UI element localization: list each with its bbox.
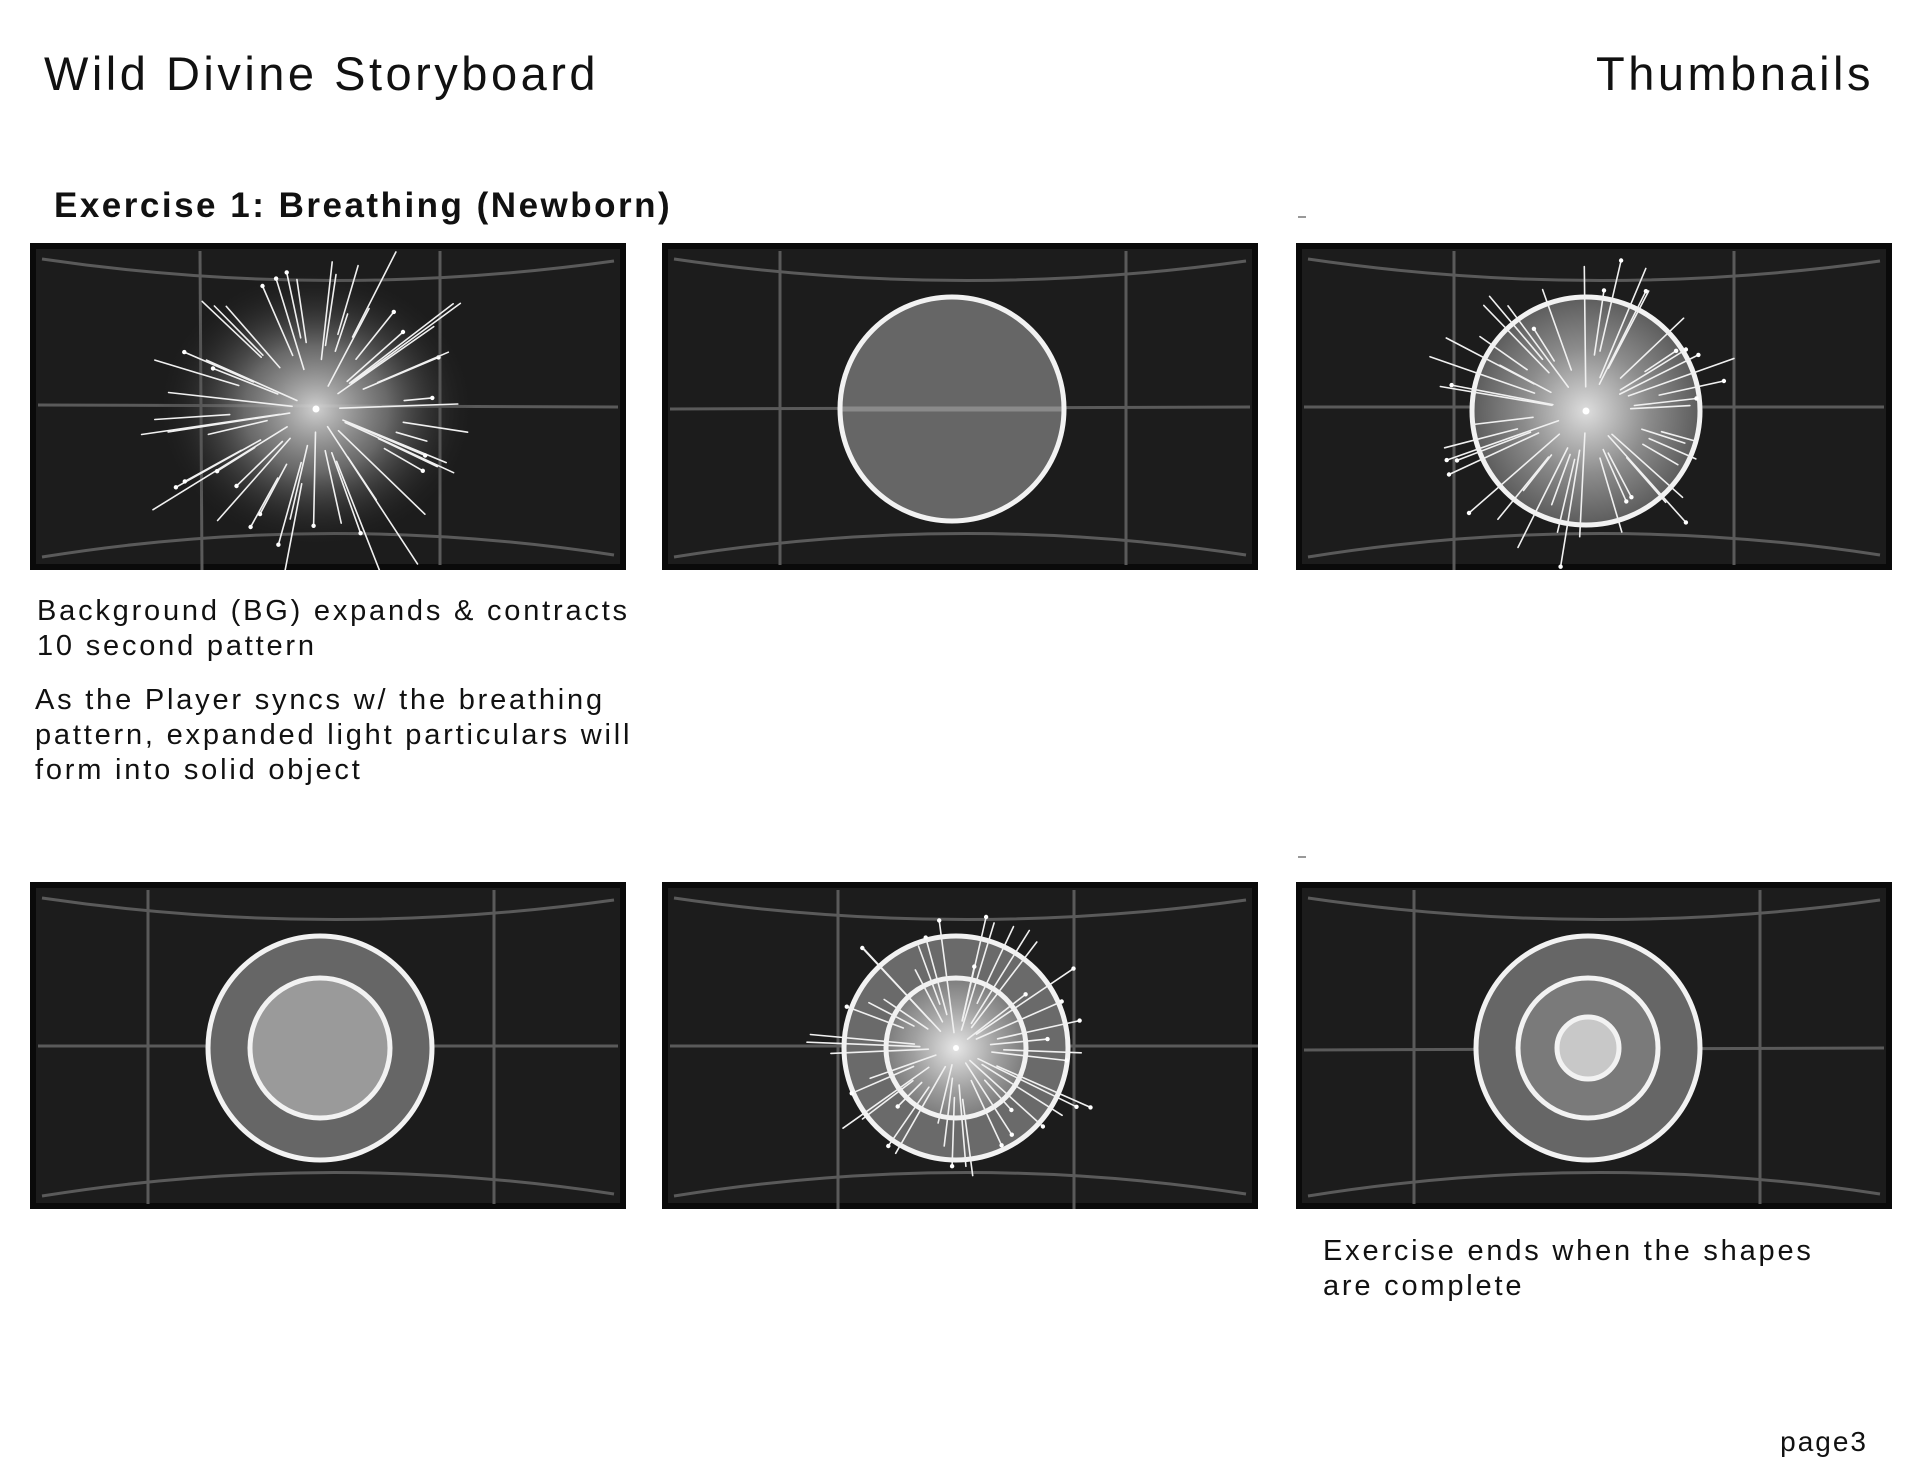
light-particle bbox=[1674, 349, 1678, 353]
storyboard-title: Wild Divine Storyboard bbox=[44, 47, 600, 100]
light-particle bbox=[430, 396, 434, 400]
page-number: page3 bbox=[1780, 1426, 1868, 1457]
light-particle bbox=[211, 366, 215, 370]
light-particle bbox=[1077, 1018, 1081, 1022]
light-particle bbox=[1045, 1037, 1049, 1041]
light-particle bbox=[174, 485, 178, 489]
light-particle bbox=[1088, 1105, 1092, 1109]
light-particle bbox=[886, 1144, 890, 1148]
panel-scene-particle-burst bbox=[30, 243, 626, 570]
light-particle bbox=[999, 1143, 1003, 1147]
light-particle bbox=[1722, 379, 1726, 383]
panel-scene-two-rings bbox=[30, 882, 626, 1209]
light-particle bbox=[392, 310, 396, 314]
light-particle bbox=[1041, 1124, 1045, 1128]
storyboard-panel-4 bbox=[30, 882, 626, 1209]
note-line: Background (BG) expands & contracts bbox=[37, 595, 630, 627]
light-particle bbox=[260, 284, 264, 288]
margin-tick bbox=[1298, 856, 1306, 858]
light-particle bbox=[937, 918, 941, 922]
light-particle bbox=[183, 479, 187, 483]
light-particle bbox=[1467, 511, 1471, 515]
note-player-sync bbox=[35, 683, 632, 788]
light-particle bbox=[1558, 565, 1562, 569]
light-particle bbox=[1629, 495, 1633, 499]
note-line: pattern, expanded light particulars will bbox=[35, 719, 633, 751]
light-particle bbox=[1065, 1058, 1069, 1062]
storyboard-panel-2 bbox=[662, 243, 1258, 570]
light-particle bbox=[1445, 458, 1449, 462]
note-bg-pattern bbox=[37, 594, 630, 664]
light-particle bbox=[972, 964, 976, 968]
light-particle bbox=[1696, 353, 1700, 357]
light-particle bbox=[285, 270, 289, 274]
note-line: As the Player syncs w/ the breathing bbox=[35, 684, 605, 716]
storyboard-panel-1 bbox=[30, 243, 626, 570]
light-particle bbox=[924, 935, 928, 939]
section-label: Thumbnails bbox=[1596, 47, 1874, 100]
panel-scene-two-rings-with-particles bbox=[662, 882, 1258, 1209]
storyboard-panel-3 bbox=[1296, 243, 1892, 570]
exercise-title: Exercise 1: Breathing (Newborn) bbox=[54, 186, 673, 225]
storyboard-panel-6 bbox=[1296, 882, 1892, 1209]
light-particle bbox=[845, 1005, 849, 1009]
light-particle bbox=[1684, 520, 1688, 524]
light-particle bbox=[1532, 327, 1536, 331]
light-particle bbox=[1023, 992, 1027, 996]
light-particle bbox=[421, 469, 425, 473]
light-particle bbox=[1010, 1133, 1014, 1137]
note-exercise-end bbox=[1323, 1234, 1814, 1304]
note-line: Exercise ends when the shapes bbox=[1323, 1235, 1814, 1267]
panel-scene-solid-circle bbox=[662, 243, 1258, 570]
light-particle bbox=[1447, 472, 1451, 476]
light-particle bbox=[1624, 499, 1628, 503]
center-point bbox=[313, 406, 320, 413]
light-particle bbox=[1009, 1108, 1013, 1112]
light-particle bbox=[215, 469, 219, 473]
light-particle bbox=[984, 915, 988, 919]
storyboard-panel-5 bbox=[662, 882, 1258, 1209]
light-particle bbox=[423, 453, 427, 457]
light-particle bbox=[1449, 383, 1453, 387]
note-line: are complete bbox=[1323, 1270, 1525, 1302]
light-particle bbox=[182, 350, 186, 354]
light-particle bbox=[358, 531, 362, 535]
light-particle bbox=[896, 1104, 900, 1108]
center-point bbox=[953, 1045, 959, 1051]
light-particle bbox=[1060, 999, 1064, 1003]
light-particle bbox=[850, 1091, 854, 1095]
margin-tick bbox=[1298, 216, 1306, 218]
light-particle bbox=[1684, 347, 1688, 351]
light-particle bbox=[248, 525, 252, 529]
note-line: form into solid object bbox=[35, 754, 363, 786]
light-particle bbox=[950, 1164, 954, 1168]
light-particle bbox=[1619, 258, 1623, 262]
panel-scene-circle-with-particles bbox=[1296, 243, 1892, 570]
light-particle bbox=[1071, 966, 1075, 970]
light-particle bbox=[401, 330, 405, 334]
light-particle bbox=[1074, 1105, 1078, 1109]
light-particle bbox=[1694, 396, 1698, 400]
light-particle bbox=[234, 484, 238, 488]
light-particle bbox=[1455, 458, 1459, 462]
note-line: 10 second pattern bbox=[37, 630, 317, 662]
light-particle bbox=[1602, 288, 1606, 292]
light-particle bbox=[276, 543, 280, 547]
light-particle bbox=[311, 524, 315, 528]
panel-scene-three-rings bbox=[1296, 882, 1892, 1209]
light-particle bbox=[274, 276, 278, 280]
center-point bbox=[1583, 408, 1590, 415]
